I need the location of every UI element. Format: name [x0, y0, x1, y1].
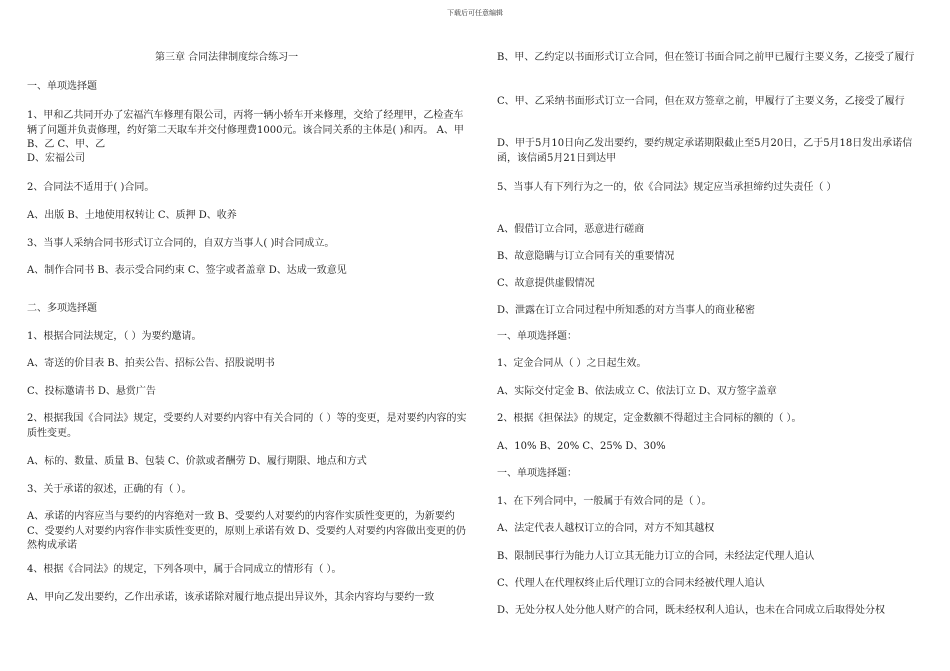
question-option: C、投标邀请书 D、悬赏广告 [27, 386, 156, 397]
section-heading: 一、单项选择题： [497, 468, 577, 479]
question-option: D、无处分权人处分他人财产的合同，既未经权利人追认，也未在合同成立后取得处分权 [497, 605, 886, 616]
question: 1、甲和乙共同开办了宏福汽车修理有限公司，丙将一辆小轿车开来修理，交给了经理甲，乙检查车辆了问题并负责修理，约好第二天取车并交付修理费1000元。该合同关系的主体是( )和丙。 A、甲 B、乙 C、甲、乙 [27, 110, 464, 150]
section-heading: 一、单项选择题： [497, 331, 577, 342]
question-option: D、泄露在订立合同过程中所知悉的对方当事人的商业秘密 [497, 305, 756, 316]
question-option: C、代理人在代理权终止后代理订立的合同未经被代理人追认 [497, 578, 765, 589]
question-option: B、甲、乙约定以书面形式订立合同，但在签订书面合同之前甲已履行主要义务，乙接受了履行 [497, 52, 915, 63]
question-options: A、10% B、20% C、25% D、30% [497, 441, 666, 452]
section-heading: 二、多项选择题 [27, 303, 97, 314]
question-options: A、实际交付定金 B、依法成立 C、依法订立 D、双方签字盖章 [497, 386, 777, 397]
question: 1、根据合同法规定，（ ）为要约邀请。 [27, 331, 202, 342]
question-option: C、故意提供虚假情况 [497, 278, 595, 289]
chapter-title: 第三章 合同法律制度综合练习一 [155, 52, 299, 63]
question: 2、合同法不适用于( )合同。 [27, 182, 155, 193]
question: 1、定金合同从（ ）之日起生效。 [497, 358, 647, 369]
question: 3、关于承诺的叙述，正确的有（ ）。 [27, 484, 192, 495]
question: 1、在下列合同中，一般属于有效合同的是（ ）。 [497, 496, 712, 507]
question: 2、根据我国《合同法》规定，受要约人对要约内容中有关合同的（ ）等的变更，是对要约内容的实质性变更。 [27, 413, 467, 439]
question-option: B、限制民事行为能力人订立其无能力订立的合同，未经法定代理人追认 [497, 551, 815, 562]
question: 4、根据《合同法》的规定，下列各项中，属于合同成立的情形有（ ）。 [27, 564, 342, 575]
question-options: A、制作合同书 B、表示受合同约束 C、签字或者盖章 D、达成一致意见 [27, 265, 347, 276]
question-option: C、甲、乙采纳书面形式订立一合同，但在双方签章之前，甲履行了主要义务，乙接受了履行 [497, 96, 905, 107]
question: 2、根据《担保法》的规定，定金数额不得超过主合同标的额的（ ）。 [497, 413, 802, 424]
question-options: A、标的、数量、质量 B、包装 C、价款或者酬劳 D、履行期限、地点和方式 [27, 456, 367, 467]
page-header: 下载后可任意编辑 [447, 9, 503, 17]
question: 3、当事人采纳合同书形式订立合同的，自双方当事人( )时合同成立。 [27, 238, 335, 249]
question-option: A、法定代表人越权订立的合同，对方不知其越权 [497, 523, 715, 534]
question-option: D、宏福公司 [27, 153, 86, 164]
question-option: A、寄送的价目表 B、拍卖公告、招标公告、招股说明书 [27, 358, 275, 369]
question-option: D、甲于5月10日向乙发出要约，要约规定承诺期限截止至5月20日，乙于5月18日发出承诺信函，该信函5月21日到达甲 [497, 138, 913, 164]
question-options: A、承诺的内容应当与要约的内容绝对一致 B、受要约人对要约的内容作实质性变更的，为新要约 C、受要约人对要约内容作非实质性变更的，原则上承诺有效 D、受要约人对要约内容做出变更的仍然构成承诺 [27, 511, 466, 551]
question-options: A、出版 B、土地使用权转让 C、质押 D、收养 [27, 210, 237, 221]
section-heading: 一、单项选择题 [27, 81, 97, 92]
question-option: A、假借订立合同，恶意进行磋商 [497, 224, 645, 235]
question-option: A、甲向乙发出要约，乙作出承诺，该承诺除对履行地点提出异议外，其余内容均与要约一致 [27, 592, 435, 603]
question: 5、当事人有下列行为之一的，依《合同法》规定应当承担缔约过失责任（ ） [497, 182, 837, 193]
question-option: B、故意隐瞒与订立合同有关的重要情况 [497, 251, 675, 262]
